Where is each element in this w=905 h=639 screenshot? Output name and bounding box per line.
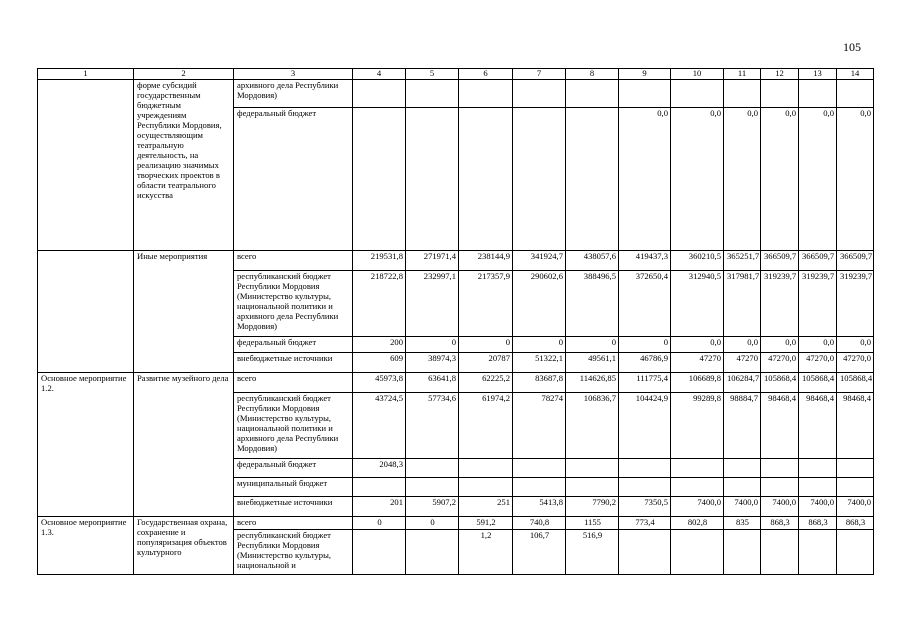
source-cell: федеральный бюджет: [234, 458, 353, 477]
value-cell: [837, 79, 874, 107]
header-cell: 7: [513, 69, 566, 80]
header-cell: 6: [459, 69, 513, 80]
value-cell: [724, 79, 761, 107]
value-cell: [799, 477, 837, 496]
value-cell: 868,3: [761, 516, 799, 529]
value-cell: 740,8: [513, 516, 566, 529]
value-cell: 0: [353, 516, 406, 529]
value-cell: 219531,8: [353, 250, 406, 270]
value-cell: 802,8: [671, 516, 724, 529]
value-cell: 0,0: [619, 107, 671, 250]
value-cell: 98468,4: [761, 392, 799, 458]
source-cell: федеральный бюджет: [234, 336, 353, 352]
value-cell: 106836,7: [566, 392, 619, 458]
value-cell: 201: [353, 496, 406, 516]
value-cell: 5907,2: [406, 496, 459, 516]
measure-name-cell: Государственная охрана, сохранение и популяризация объектов культурного: [134, 516, 234, 574]
value-cell: 290602,6: [513, 270, 566, 336]
header-cell: 14: [837, 69, 874, 80]
value-cell: 319239,7: [837, 270, 874, 336]
value-cell: 105868,4: [837, 372, 874, 392]
code-cell: Основное мероприятие 1.3.: [38, 516, 134, 574]
value-cell: 104424,9: [619, 392, 671, 458]
table-row: [38, 79, 874, 107]
source-cell: республиканский бюджет Республики Мордовия (Министерство культуры, национальной политики и архивного дела Республики Мордовия): [234, 270, 353, 336]
code-cell: [38, 79, 134, 250]
source-cell: архивного дела Республики Мордовия): [234, 79, 353, 107]
value-cell: [406, 477, 459, 496]
value-cell: 388496,5: [566, 270, 619, 336]
header-cell: 2: [134, 69, 234, 80]
page-number: 105: [843, 40, 861, 54]
value-cell: 1,2: [459, 529, 513, 574]
table-row: [38, 372, 874, 392]
value-cell: 365251,7: [724, 250, 761, 270]
value-cell: 238144,9: [459, 250, 513, 270]
value-cell: 106,7: [513, 529, 566, 574]
value-cell: 0: [406, 516, 459, 529]
value-cell: [799, 79, 837, 107]
source-cell: федеральный бюджет: [234, 107, 353, 250]
value-cell: [513, 107, 566, 250]
value-cell: [353, 79, 406, 107]
value-cell: [513, 79, 566, 107]
value-cell: 591,2: [459, 516, 513, 529]
value-cell: 319239,7: [761, 270, 799, 336]
header-cell: 5: [406, 69, 459, 80]
value-cell: 51322,1: [513, 352, 566, 372]
value-cell: 232997,1: [406, 270, 459, 336]
value-cell: 341924,7: [513, 250, 566, 270]
value-cell: 0,0: [837, 107, 874, 250]
value-cell: 7400,0: [724, 496, 761, 516]
value-cell: [406, 107, 459, 250]
value-cell: 98468,4: [837, 392, 874, 458]
value-cell: 0,0: [724, 336, 761, 352]
value-cell: [406, 529, 459, 574]
value-cell: [406, 79, 459, 107]
header-cell: 4: [353, 69, 406, 80]
value-cell: 516,9: [566, 529, 619, 574]
value-cell: [566, 458, 619, 477]
value-cell: 438057,6: [566, 250, 619, 270]
value-cell: 271971,4: [406, 250, 459, 270]
value-cell: 46786,9: [619, 352, 671, 372]
value-cell: [761, 458, 799, 477]
value-cell: 7400,0: [799, 496, 837, 516]
value-cell: 1155: [566, 516, 619, 529]
header-cell: 13: [799, 69, 837, 80]
value-cell: 105868,4: [799, 372, 837, 392]
value-cell: 47270,0: [799, 352, 837, 372]
value-cell: 366509,7: [837, 250, 874, 270]
value-cell: 47270,0: [837, 352, 874, 372]
source-cell: внебюджетные источники: [234, 496, 353, 516]
header-cell: 8: [566, 69, 619, 80]
value-cell: 7400,0: [671, 496, 724, 516]
value-cell: [353, 477, 406, 496]
value-cell: 5413,8: [513, 496, 566, 516]
value-cell: 111775,4: [619, 372, 671, 392]
value-cell: 99289,8: [671, 392, 724, 458]
value-cell: 2048,3: [353, 458, 406, 477]
header-cell: 1: [38, 69, 134, 80]
value-cell: [799, 458, 837, 477]
value-cell: [799, 529, 837, 574]
value-cell: [566, 107, 619, 250]
value-cell: 0: [513, 336, 566, 352]
value-cell: 106689,8: [671, 372, 724, 392]
value-cell: 98884,7: [724, 392, 761, 458]
value-cell: [353, 107, 406, 250]
value-cell: 7790,2: [566, 496, 619, 516]
measure-name-cell: форме субсидий государственным бюджетным учреждениям Республики Мордовия, осуществляющим театральную деятельность, на реализацию значимых творческих проектов в области театрального искусства: [134, 79, 234, 250]
value-cell: 366509,7: [799, 250, 837, 270]
code-cell: Основное мероприятие 1.2.: [38, 372, 134, 516]
value-cell: 0,0: [671, 107, 724, 250]
value-cell: 114626,85: [566, 372, 619, 392]
value-cell: [619, 529, 671, 574]
source-cell: республиканский бюджет Республики Мордовия (Министерство культуры, национальной политики и архивного дела Республики Мордовия): [234, 392, 353, 458]
value-cell: [671, 458, 724, 477]
header-cell: 3: [234, 69, 353, 80]
value-cell: 7350,5: [619, 496, 671, 516]
value-cell: [671, 477, 724, 496]
value-cell: [837, 529, 874, 574]
source-cell: муниципальный бюджет: [234, 477, 353, 496]
value-cell: [837, 477, 874, 496]
value-cell: 0: [459, 336, 513, 352]
value-cell: 366509,7: [761, 250, 799, 270]
value-cell: [566, 477, 619, 496]
measure-name-cell: Развитие музейного дела: [134, 372, 234, 516]
value-cell: 868,3: [799, 516, 837, 529]
value-cell: [724, 458, 761, 477]
value-cell: 360210,5: [671, 250, 724, 270]
value-cell: 0,0: [761, 107, 799, 250]
value-cell: 49561,1: [566, 352, 619, 372]
value-cell: 105868,4: [761, 372, 799, 392]
value-cell: [761, 529, 799, 574]
value-cell: 7400,0: [837, 496, 874, 516]
value-cell: 47270: [724, 352, 761, 372]
value-cell: 372650,4: [619, 270, 671, 336]
value-cell: 0,0: [799, 336, 837, 352]
value-cell: [459, 79, 513, 107]
value-cell: 38974,3: [406, 352, 459, 372]
header-cell: 9: [619, 69, 671, 80]
value-cell: [459, 477, 513, 496]
value-cell: [724, 477, 761, 496]
value-cell: 200: [353, 336, 406, 352]
value-cell: [353, 529, 406, 574]
value-cell: 47270: [671, 352, 724, 372]
value-cell: 0,0: [837, 336, 874, 352]
header-row: [38, 69, 874, 80]
header-cell: 11: [724, 69, 761, 80]
header-cell: 12: [761, 69, 799, 80]
value-cell: [671, 529, 724, 574]
source-cell: республиканский бюджет Республики Мордовия (Министерство культуры, национальной и: [234, 529, 353, 574]
source-cell: внебюджетные источники: [234, 352, 353, 372]
budget-table: [37, 68, 874, 575]
value-cell: 62225,2: [459, 372, 513, 392]
source-cell: всего: [234, 516, 353, 529]
value-cell: [837, 458, 874, 477]
value-cell: [619, 458, 671, 477]
value-cell: 0: [619, 336, 671, 352]
value-cell: [761, 477, 799, 496]
value-cell: 218722,8: [353, 270, 406, 336]
value-cell: 57734,6: [406, 392, 459, 458]
value-cell: 251: [459, 496, 513, 516]
value-cell: 0,0: [761, 336, 799, 352]
value-cell: 61974,2: [459, 392, 513, 458]
source-cell: всего: [234, 250, 353, 270]
value-cell: [513, 458, 566, 477]
table-row: [38, 250, 874, 270]
value-cell: [513, 477, 566, 496]
value-cell: 0: [406, 336, 459, 352]
value-cell: 98468,4: [799, 392, 837, 458]
value-cell: 319239,7: [799, 270, 837, 336]
value-cell: [619, 477, 671, 496]
value-cell: [459, 107, 513, 250]
source-cell: всего: [234, 372, 353, 392]
value-cell: 835: [724, 516, 761, 529]
value-cell: 45973,8: [353, 372, 406, 392]
value-cell: 43724,5: [353, 392, 406, 458]
value-cell: 106284,7: [724, 372, 761, 392]
value-cell: 419437,3: [619, 250, 671, 270]
value-cell: 0,0: [799, 107, 837, 250]
value-cell: 773,4: [619, 516, 671, 529]
value-cell: 83687,8: [513, 372, 566, 392]
value-cell: 63641,8: [406, 372, 459, 392]
value-cell: [619, 79, 671, 107]
value-cell: 47270,0: [761, 352, 799, 372]
table-row: [38, 516, 874, 529]
value-cell: 312940,5: [671, 270, 724, 336]
value-cell: [459, 458, 513, 477]
header-cell: 10: [671, 69, 724, 80]
value-cell: [406, 458, 459, 477]
value-cell: [671, 79, 724, 107]
value-cell: 217357,9: [459, 270, 513, 336]
value-cell: 0,0: [724, 107, 761, 250]
value-cell: 317981,7: [724, 270, 761, 336]
value-cell: 0: [566, 336, 619, 352]
value-cell: 20787: [459, 352, 513, 372]
value-cell: [566, 79, 619, 107]
value-cell: 868,3: [837, 516, 874, 529]
value-cell: 609: [353, 352, 406, 372]
value-cell: 0,0: [671, 336, 724, 352]
measure-name-cell: Иные мероприятия: [134, 250, 234, 372]
value-cell: [724, 529, 761, 574]
code-cell: [38, 250, 134, 372]
value-cell: [761, 79, 799, 107]
value-cell: 7400,0: [761, 496, 799, 516]
value-cell: 78274: [513, 392, 566, 458]
